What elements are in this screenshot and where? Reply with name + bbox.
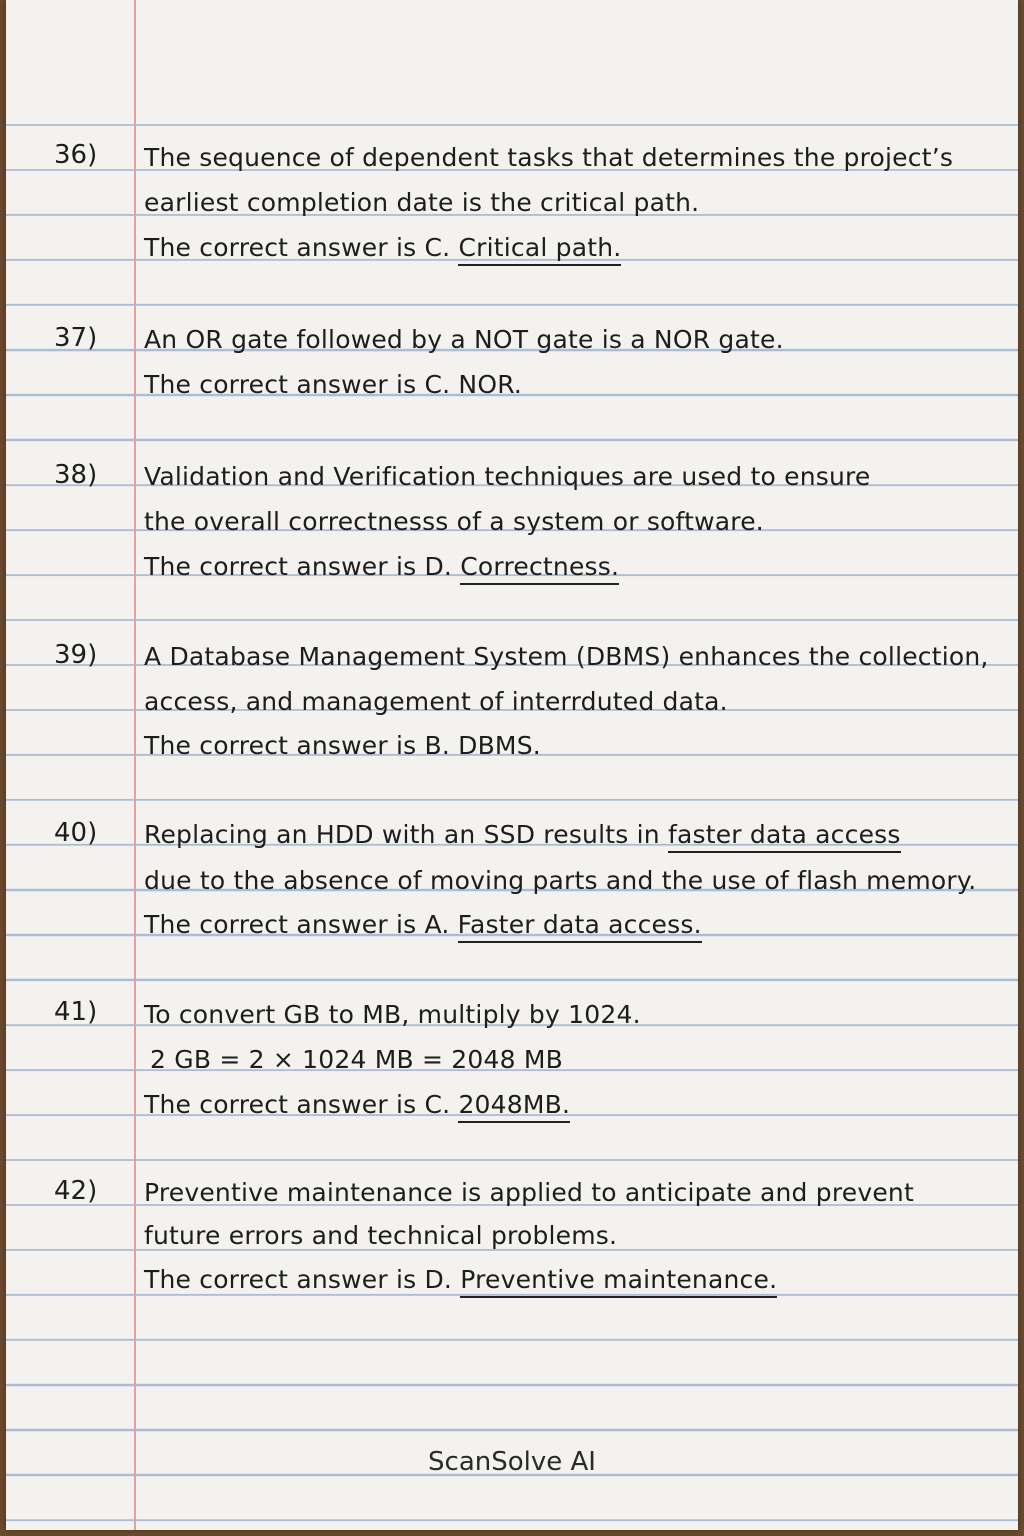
question-40-answer (144, 910, 702, 939)
question-38-answer (144, 552, 619, 581)
answer-prefix: The correct answer is C. (144, 233, 451, 262)
answer-prefix: The correct answer is A. (144, 910, 450, 939)
line-prefix: Replacing an HDD with an SSD results in (144, 820, 660, 849)
notebook-page (6, 0, 1018, 1530)
answer-value: Preventive maintenance. (460, 1265, 777, 1298)
margin-line (134, 0, 136, 1530)
question-40-line-2: due to the absence of moving parts and the use of flash memory. (144, 866, 977, 895)
question-number-41: 41) (54, 997, 98, 1027)
question-number-36: 36) (54, 140, 98, 170)
question-39-line-2: access, and management of interrduted data. (144, 687, 728, 716)
question-38-line-2: the overall correctnesss of a system or software. (144, 507, 764, 536)
question-41-line-1: To convert GB to MB, multiply by 1024. (144, 1000, 641, 1029)
question-36-line-2: earliest completion date is the critical path. (144, 188, 700, 217)
question-38-line-1: Validation and Verification techniques are used to ensure (144, 462, 871, 491)
brand-footer: ScanSolve AI (428, 1447, 596, 1477)
question-number-40: 40) (54, 818, 98, 848)
question-42-answer (144, 1265, 777, 1294)
question-40-line-1 (144, 820, 901, 849)
answer-prefix: The correct answer is C. (144, 1090, 451, 1119)
question-number-38: 38) (54, 460, 98, 490)
question-39-line-1: A Database Management System (DBMS) enhances the collection, (144, 642, 989, 671)
question-42-line-2: future errors and technical problems. (144, 1221, 618, 1250)
question-37-answer: The correct answer is C. NOR. (144, 370, 523, 399)
question-36-line-1: The sequence of dependent tasks that determines the project’s (144, 143, 954, 172)
question-number-42: 42) (54, 1176, 98, 1206)
answer-prefix: The correct answer is D. (144, 1265, 453, 1294)
answer-value: Correctness. (460, 552, 619, 585)
question-41-line-2: 2 GB = 2 × 1024 MB = 2048 MB (150, 1045, 563, 1074)
answer-value: 2048MB. (458, 1090, 570, 1123)
highlighted-phrase: faster data access (668, 820, 901, 853)
question-41-answer (144, 1090, 570, 1119)
question-number-37: 37) (54, 323, 98, 353)
question-37-line-1: An OR gate followed by a NOT gate is a NOR gate. (144, 325, 784, 354)
question-36-answer (144, 233, 621, 262)
answer-value: Faster data access. (458, 910, 702, 943)
question-39-answer: The correct answer is B. DBMS. (144, 731, 541, 760)
question-42-line-1: Preventive maintenance is applied to anticipate and prevent (144, 1178, 914, 1207)
answer-prefix: The correct answer is D. (144, 552, 453, 581)
answer-value: Critical path. (458, 233, 621, 266)
question-number-39: 39) (54, 640, 98, 670)
